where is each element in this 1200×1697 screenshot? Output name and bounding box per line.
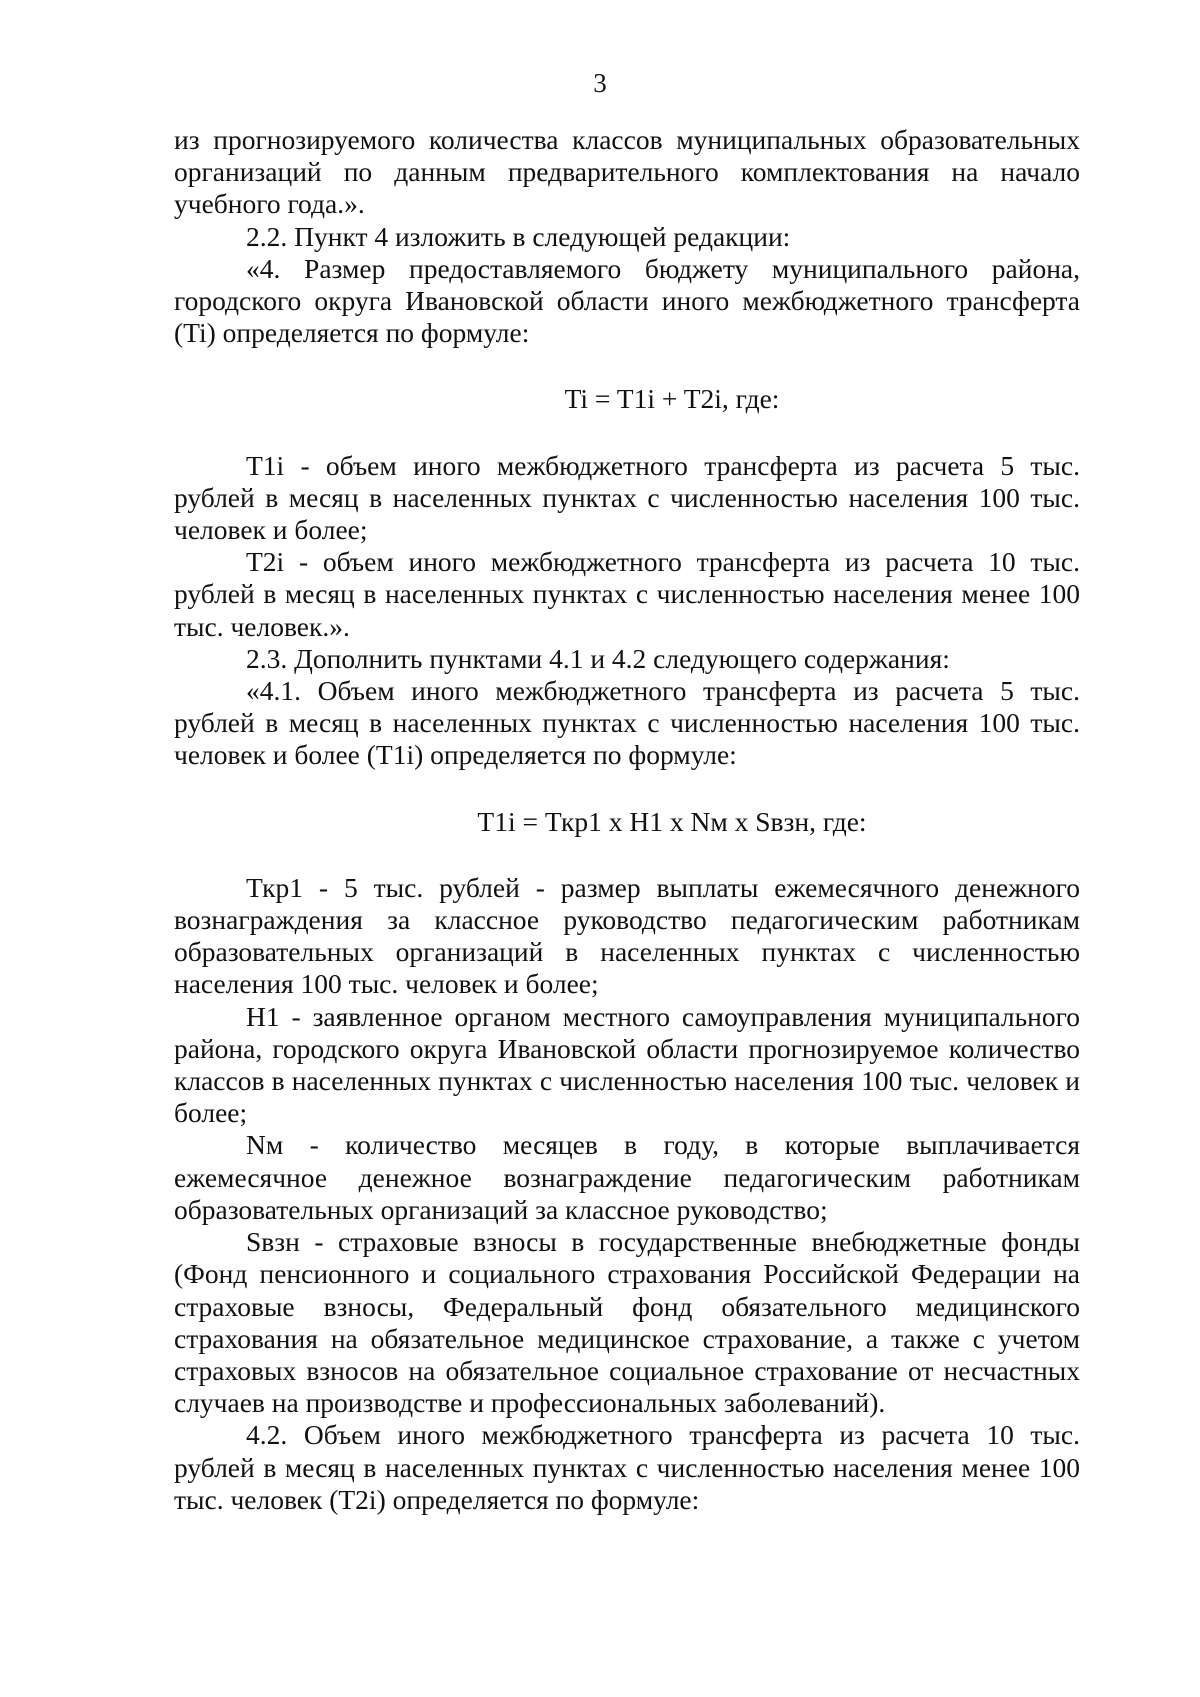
- paragraph: T2i - объем иного межбюджетного трансферта из расчета 10 тыс. рублей в месяц в населенных пунктах с численностью населения менее 100 тыс. человек.».: [174, 546, 1080, 642]
- paragraph-group-bottom: [174, 872, 1080, 1516]
- paragraph: H1 - заявленное органом местного самоуправления муниципального района, городского округа Ивановской области прогнозируемое количество классов в населенных пунктах с численностью населения 100 тыс. человек и более;: [174, 1000, 1080, 1129]
- paragraph: T1i - объем иного межбюджетного трансферта из расчета 5 тыс. рублей в месяц в населенных пунктах с численностью населения 100 тыс. человек и более;: [174, 449, 1080, 546]
- paragraph: Nм - количество месяцев в году, в которые выплачивается ежемесячное денежное вознаграждение педагогическим работникам образовательных организаций за классное руководство;: [174, 1129, 1080, 1225]
- page-number: 3: [593, 68, 607, 98]
- paragraph: 2.3. Дополнить пунктами 4.1 и 4.2 следующего содержания:: [246, 642, 950, 674]
- paragraph: 2.2. Пункт 4 изложить в следующей редакции:: [246, 220, 791, 252]
- paragraph: Ткр1 - 5 тыс. рублей - размер выплаты ежемесячного денежного вознаграждения за классное руководство педагогическим работникам образовательных организаций в населенных пунктах с численностью населения 100 тыс. человек и более;: [174, 871, 1080, 1000]
- formula-t1i: T1i = Ткр1 x H1 x Nм x Sвзн, где:: [477, 805, 867, 837]
- paragraph-group-top: [174, 124, 1080, 349]
- paragraph: Sвзн - страховые взносы в государственные внебюджетные фонды (Фонд пенсионного и социального страхования Российской Федерации на страховые взносы, Федеральный фонд обязательного медицинского страхования на обязательное медицинское страхование, а также с учетом страховых взносов на обязательное социальное страхование от несчастных случаев на производстве и профессиональных заболеваний).: [174, 1226, 1080, 1419]
- document-body: [174, 124, 1080, 1516]
- paragraph: «4. Размер предоставляемого бюджету муниципального района, городского округа Ивановской области иного межбюджетного трансферта (Ti) определяется по формуле:: [174, 252, 1080, 349]
- paragraph: из прогнозируемого количества классов муниципальных образовательных организаций по данным предварительного комплектования на начало учебного года.».: [174, 124, 1080, 220]
- formula-ti: Ti = T1i + T2i, где:: [564, 383, 780, 415]
- paragraph-group-middle: [174, 450, 1080, 772]
- paragraph: «4.1. Объем иного межбюджетного трансферта из расчета 5 тыс. рублей в месяц в населенных пунктах с численностью населения 100 тыс. человек и более (T1i) определяется по формуле:: [174, 675, 1080, 771]
- paragraph: 4.2. Объем иного межбюджетного трансферта из расчета 10 тыс. рублей в месяц в населенных пунктах с численностью населения менее 100 тыс. человек (T2i) определяется по формуле:: [174, 1419, 1080, 1515]
